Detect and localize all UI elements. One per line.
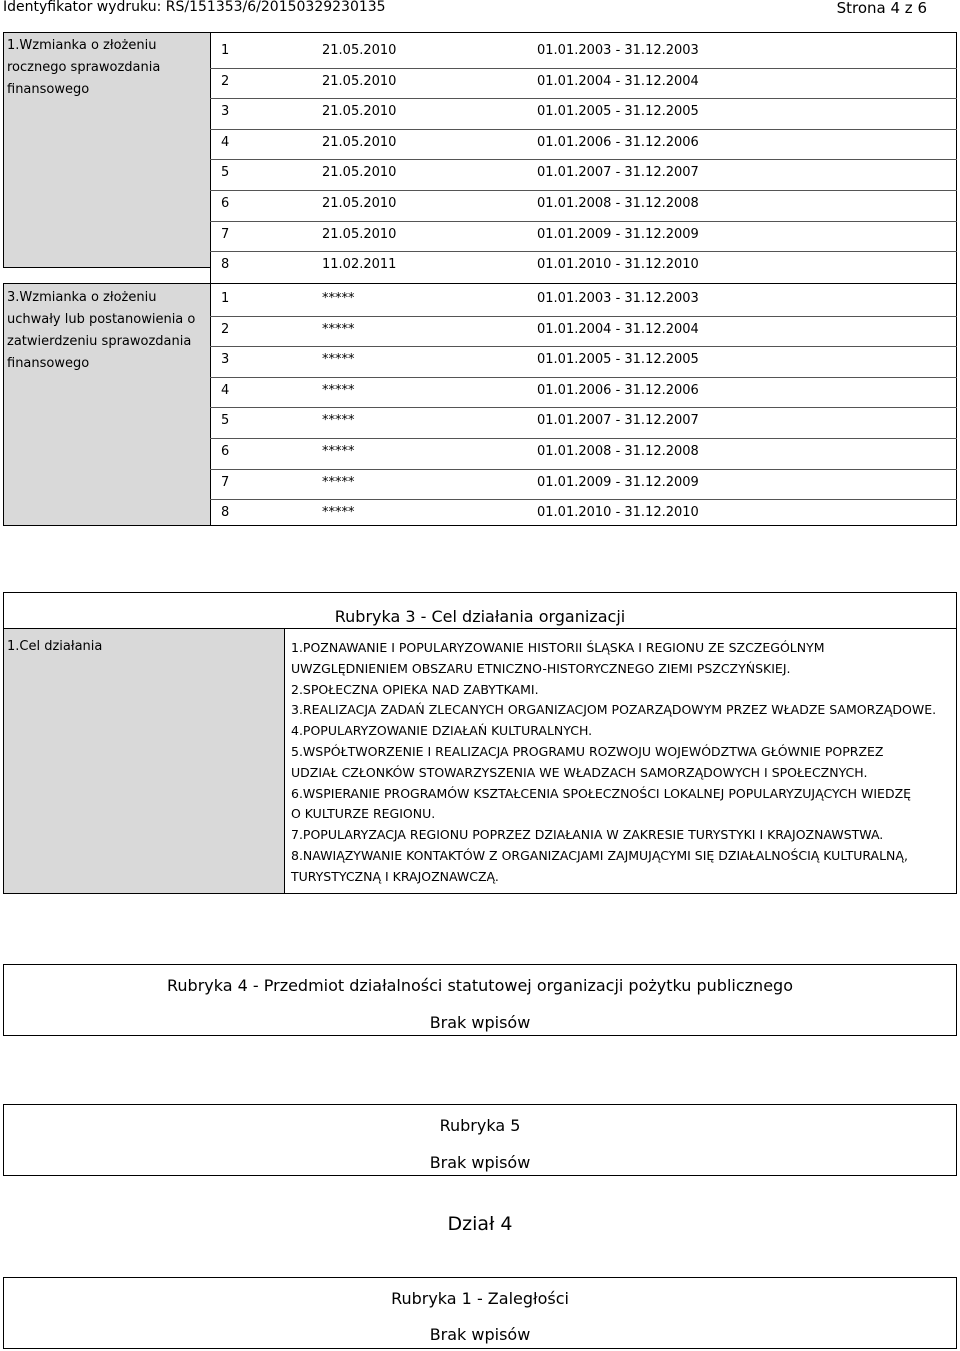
row-date: ***** <box>322 444 355 459</box>
row-number: 6 <box>221 444 230 459</box>
row-number: 6 <box>221 196 230 211</box>
row-period: 01.01.2004 - 31.12.2004 <box>537 321 699 337</box>
row-date: 21.05.2010 <box>322 73 397 89</box>
row-date: ***** <box>322 291 355 306</box>
row-number: 4 <box>221 382 230 398</box>
row-date: 11.02.2011 <box>322 257 397 273</box>
print-identifier: Identyfikator wydruku: RS/151353/6/20150329230135 <box>3 0 386 15</box>
cel-dzialania-text: 1.POZNAWANIE I POPULARYZOWANIE HISTORII ŚLĄSKA I REGIONU ZE SZCZEGÓLNYM UWZGLĘDNIENIEM OBSZARU ETNICZNO-HISTORYCZNEGO ZIEMI PSZCZYŃSKIEJ. 2.SPOŁECZNA OPIEKA NAD ZABYTKAMI. 3.REALIZACJA ZADAŃ ZLECANYCH ORGANIZACJOM POZARZĄDOWYM PRZEZ WŁADZE SAMORZĄDOWE. 4.POPULARYZOWANIE DZIAŁAŃ KULTURALNYCH. 5.WSPÓŁTWORZENIE I REALIZACJA PROGRAMU ROZWOJU WOJEWÓDZTWA GŁÓWNIE POPRZEZ UDZIAŁ CZŁONKÓW STOWARZYSZENIA WE WŁADZACH SAMORZĄDOWYCH I SPOŁECZNYCH. 6.WSPIERANIE PROGRAMÓW KSZTAŁCENIA SPOŁECZNOŚCI LOKALNEJ POPULARYZUJĄCYCH WIEDZĘ O KULTURZE REGIONU. 7.POPULARYZACJA REGIONU POPRZEZ DZIAŁANIA W ZAKRESIE TURYSTYKI I KRAJOZNAWSTWA. 8.NAWIĄZYWANIE KONTAKTÓW Z ORGANIZACJAMI ZAJMUJĄCYMI SIĘ DZIAŁALNOŚCIĄ KULTURALNĄ, TURYSTYCZNĄ I KRAJOZNAWCZĄ. <box>291 640 937 884</box>
page-number: Strona 4 z 6 <box>836 0 927 17</box>
dzial4-title: Dział 4 <box>447 1213 513 1235</box>
row-date: 21.05.2010 <box>322 134 397 150</box>
rubryka4-title: Rubryka 4 - Przedmiot działalności statutowej organizacji pożytku publicznego <box>167 976 793 995</box>
rubryka3-label: 1.Cel działania <box>7 639 103 654</box>
row-number: 5 <box>221 165 230 181</box>
row-period: 01.01.2003 - 31.12.2003 <box>537 43 699 58</box>
section1-label: 1.Wzmianka o złożeniu rocznego sprawozdania finansowego <box>7 38 161 97</box>
row-period: 01.01.2007 - 31.12.2007 <box>537 165 699 181</box>
row-number: 5 <box>221 413 230 429</box>
row-number: 8 <box>221 257 230 273</box>
row-date: 21.05.2010 <box>322 196 397 211</box>
row-number: 3 <box>221 352 230 368</box>
row-date: 21.05.2010 <box>322 104 397 120</box>
rubryka1-title: Rubryka 1 - Zaległości <box>391 1289 569 1308</box>
row-number: 4 <box>221 134 230 150</box>
row-period: 01.01.2007 - 31.12.2007 <box>537 413 699 429</box>
row-date: ***** <box>322 382 355 398</box>
section3-label: 3.Wzmianka o złożeniu uchwały lub postanowienia o zatwierdzeniu sprawozdania finansowego <box>7 290 196 371</box>
row-number: 7 <box>221 474 230 490</box>
row-date: ***** <box>322 505 355 521</box>
section1-table <box>210 32 957 284</box>
section1-label-cell <box>3 32 211 268</box>
row-period: 01.01.2005 - 31.12.2005 <box>537 104 699 120</box>
row-number: 1 <box>221 291 230 306</box>
row-period: 01.01.2005 - 31.12.2005 <box>537 352 699 368</box>
row-number: 7 <box>221 226 230 242</box>
row-period: 01.01.2010 - 31.12.2010 <box>537 257 699 273</box>
row-number: 2 <box>221 321 230 337</box>
row-date: ***** <box>322 474 355 490</box>
row-date: ***** <box>322 352 355 368</box>
row-date: 21.05.2010 <box>322 226 397 242</box>
row-period: 01.01.2008 - 31.12.2008 <box>537 444 699 459</box>
rubryka4-value: Brak wpisów <box>429 1013 531 1032</box>
rubryka5-title: Rubryka 5 <box>439 1116 521 1135</box>
row-number: 3 <box>221 104 230 120</box>
row-period: 01.01.2006 - 31.12.2006 <box>537 382 699 398</box>
row-number: 2 <box>221 73 230 89</box>
row-number: 1 <box>221 43 230 58</box>
row-period: 01.01.2010 - 31.12.2010 <box>537 505 699 521</box>
section3-label-cell <box>3 283 211 526</box>
rubryka3-label-cell <box>3 628 285 894</box>
row-number: 8 <box>221 505 230 521</box>
row-period: 01.01.2006 - 31.12.2006 <box>537 134 699 150</box>
rubryka3-title: Rubryka 3 - Cel działania organizacji <box>334 607 626 626</box>
row-period: 01.01.2009 - 31.12.2009 <box>537 474 699 490</box>
row-period: 01.01.2009 - 31.12.2009 <box>537 226 699 242</box>
row-period: 01.01.2003 - 31.12.2003 <box>537 291 699 306</box>
row-period: 01.01.2004 - 31.12.2004 <box>537 73 699 89</box>
row-date: ***** <box>322 413 355 429</box>
rubryka1-value: Brak wpisów <box>429 1325 531 1344</box>
row-date: ***** <box>322 321 355 337</box>
row-period: 01.01.2008 - 31.12.2008 <box>537 196 699 211</box>
row-date: 21.05.2010 <box>322 43 397 58</box>
rubryka5-value: Brak wpisów <box>429 1153 531 1172</box>
row-date: 21.05.2010 <box>322 165 397 181</box>
